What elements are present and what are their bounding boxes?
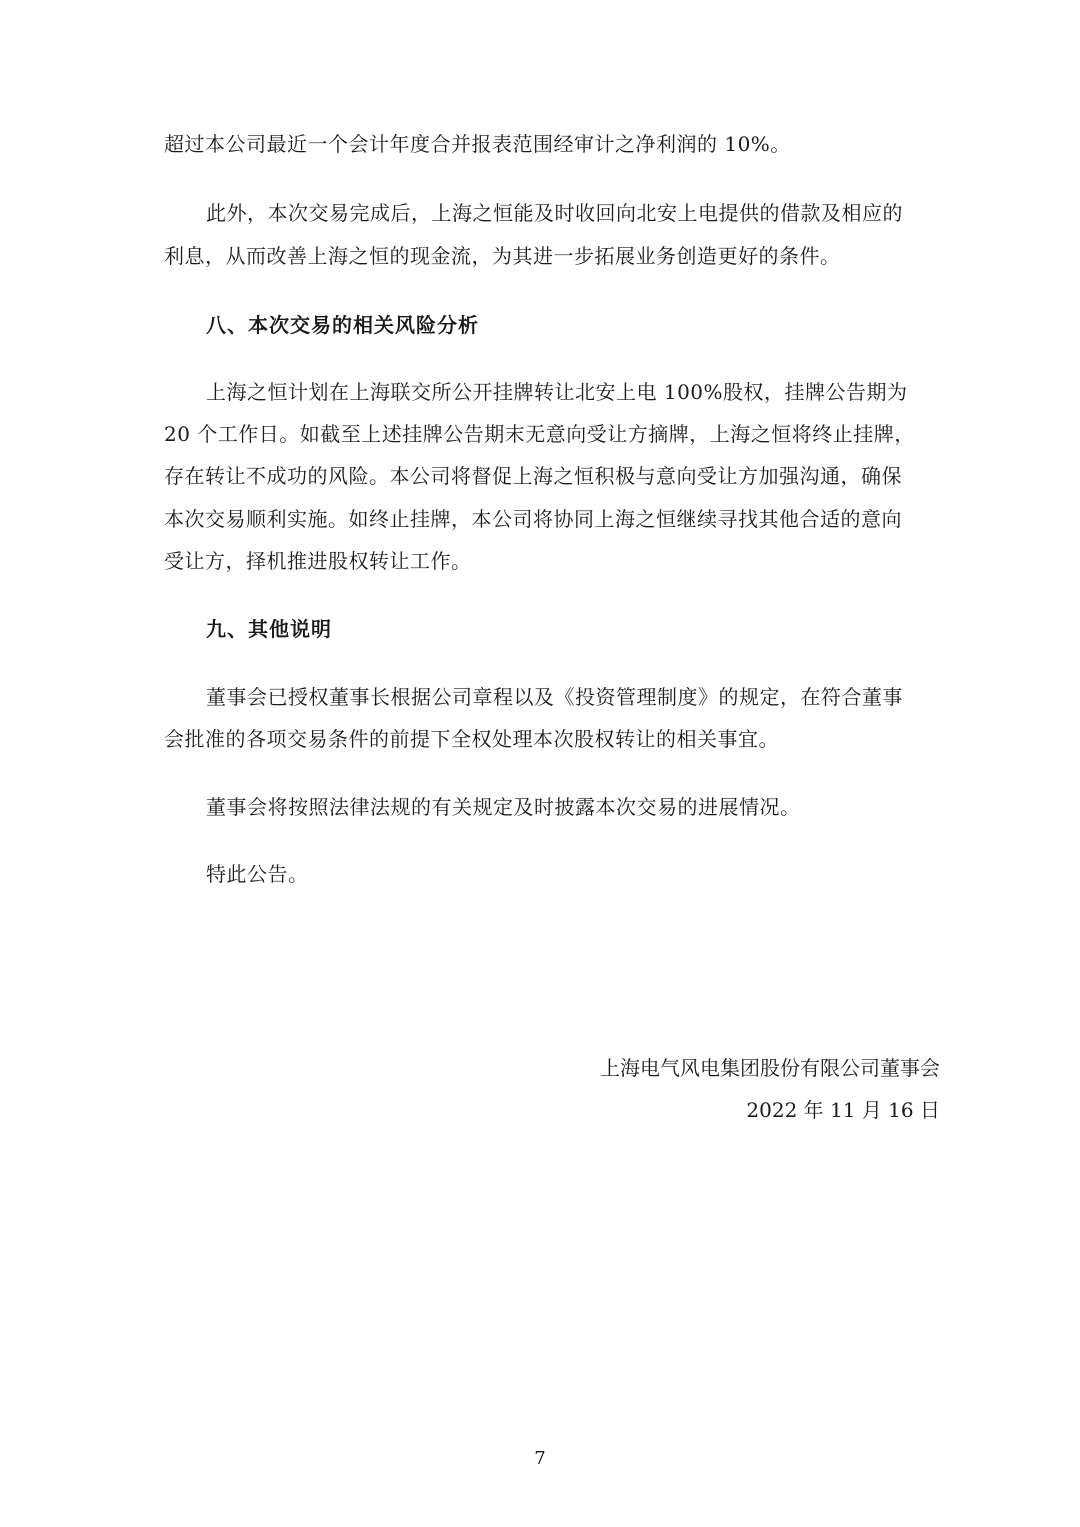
paragraph-line: 利息，从而改善上海之恒的现金流，为其进一步拓展业务创造更好的条件。 [164, 244, 841, 268]
paragraph-line: 特此公告。 [206, 862, 309, 886]
paragraph-line: 董事会将按照法律法规的有关规定及时披露本次交易的进展情况。 [206, 795, 801, 819]
section-heading-9: 九、其他说明 [206, 617, 332, 641]
paragraph-line: 超过本公司最近一个会计年度合并报表范围经审计之净利润的 10%。 [164, 132, 791, 156]
paragraph-line: 存在转让不成功的风险。本公司将督促上海之恒积极与意向受让方加强沟通，确保 [164, 464, 902, 488]
paragraph-line: 上海之恒计划在上海联交所公开挂牌转让北安上电 100%股权，挂牌公告期为 [206, 380, 908, 404]
section-heading-8: 八、本次交易的相关风险分析 [206, 313, 479, 337]
page-number: 7 [534, 1448, 546, 1469]
paragraph-line: 此外，本次交易完成后，上海之恒能及时收回向北安上电提供的借款及相应的 [206, 201, 903, 225]
paragraph-line: 本次交易顺利实施。如终止挂牌，本公司将协同上海之恒继续寻找其他合适的意向 [164, 507, 902, 531]
signature-company: 上海电气风电集团股份有限公司董事会 [600, 1056, 940, 1080]
paragraph-line: 20 个工作日。如截至上述挂牌公告期末无意向受让方摘牌，上海之恒将终止挂牌， [164, 422, 915, 446]
paragraph-line: 董事会已授权董事长根据公司章程以及《投资管理制度》的规定，在符合董事 [206, 685, 903, 709]
paragraph-line: 会批准的各项交易条件的前提下全权处理本次股权转让的相关事宜。 [164, 727, 779, 751]
signature-date: 2022 年 11 月 16 日 [746, 1098, 940, 1122]
paragraph-line: 受让方，择机推进股权转让工作。 [164, 549, 472, 573]
